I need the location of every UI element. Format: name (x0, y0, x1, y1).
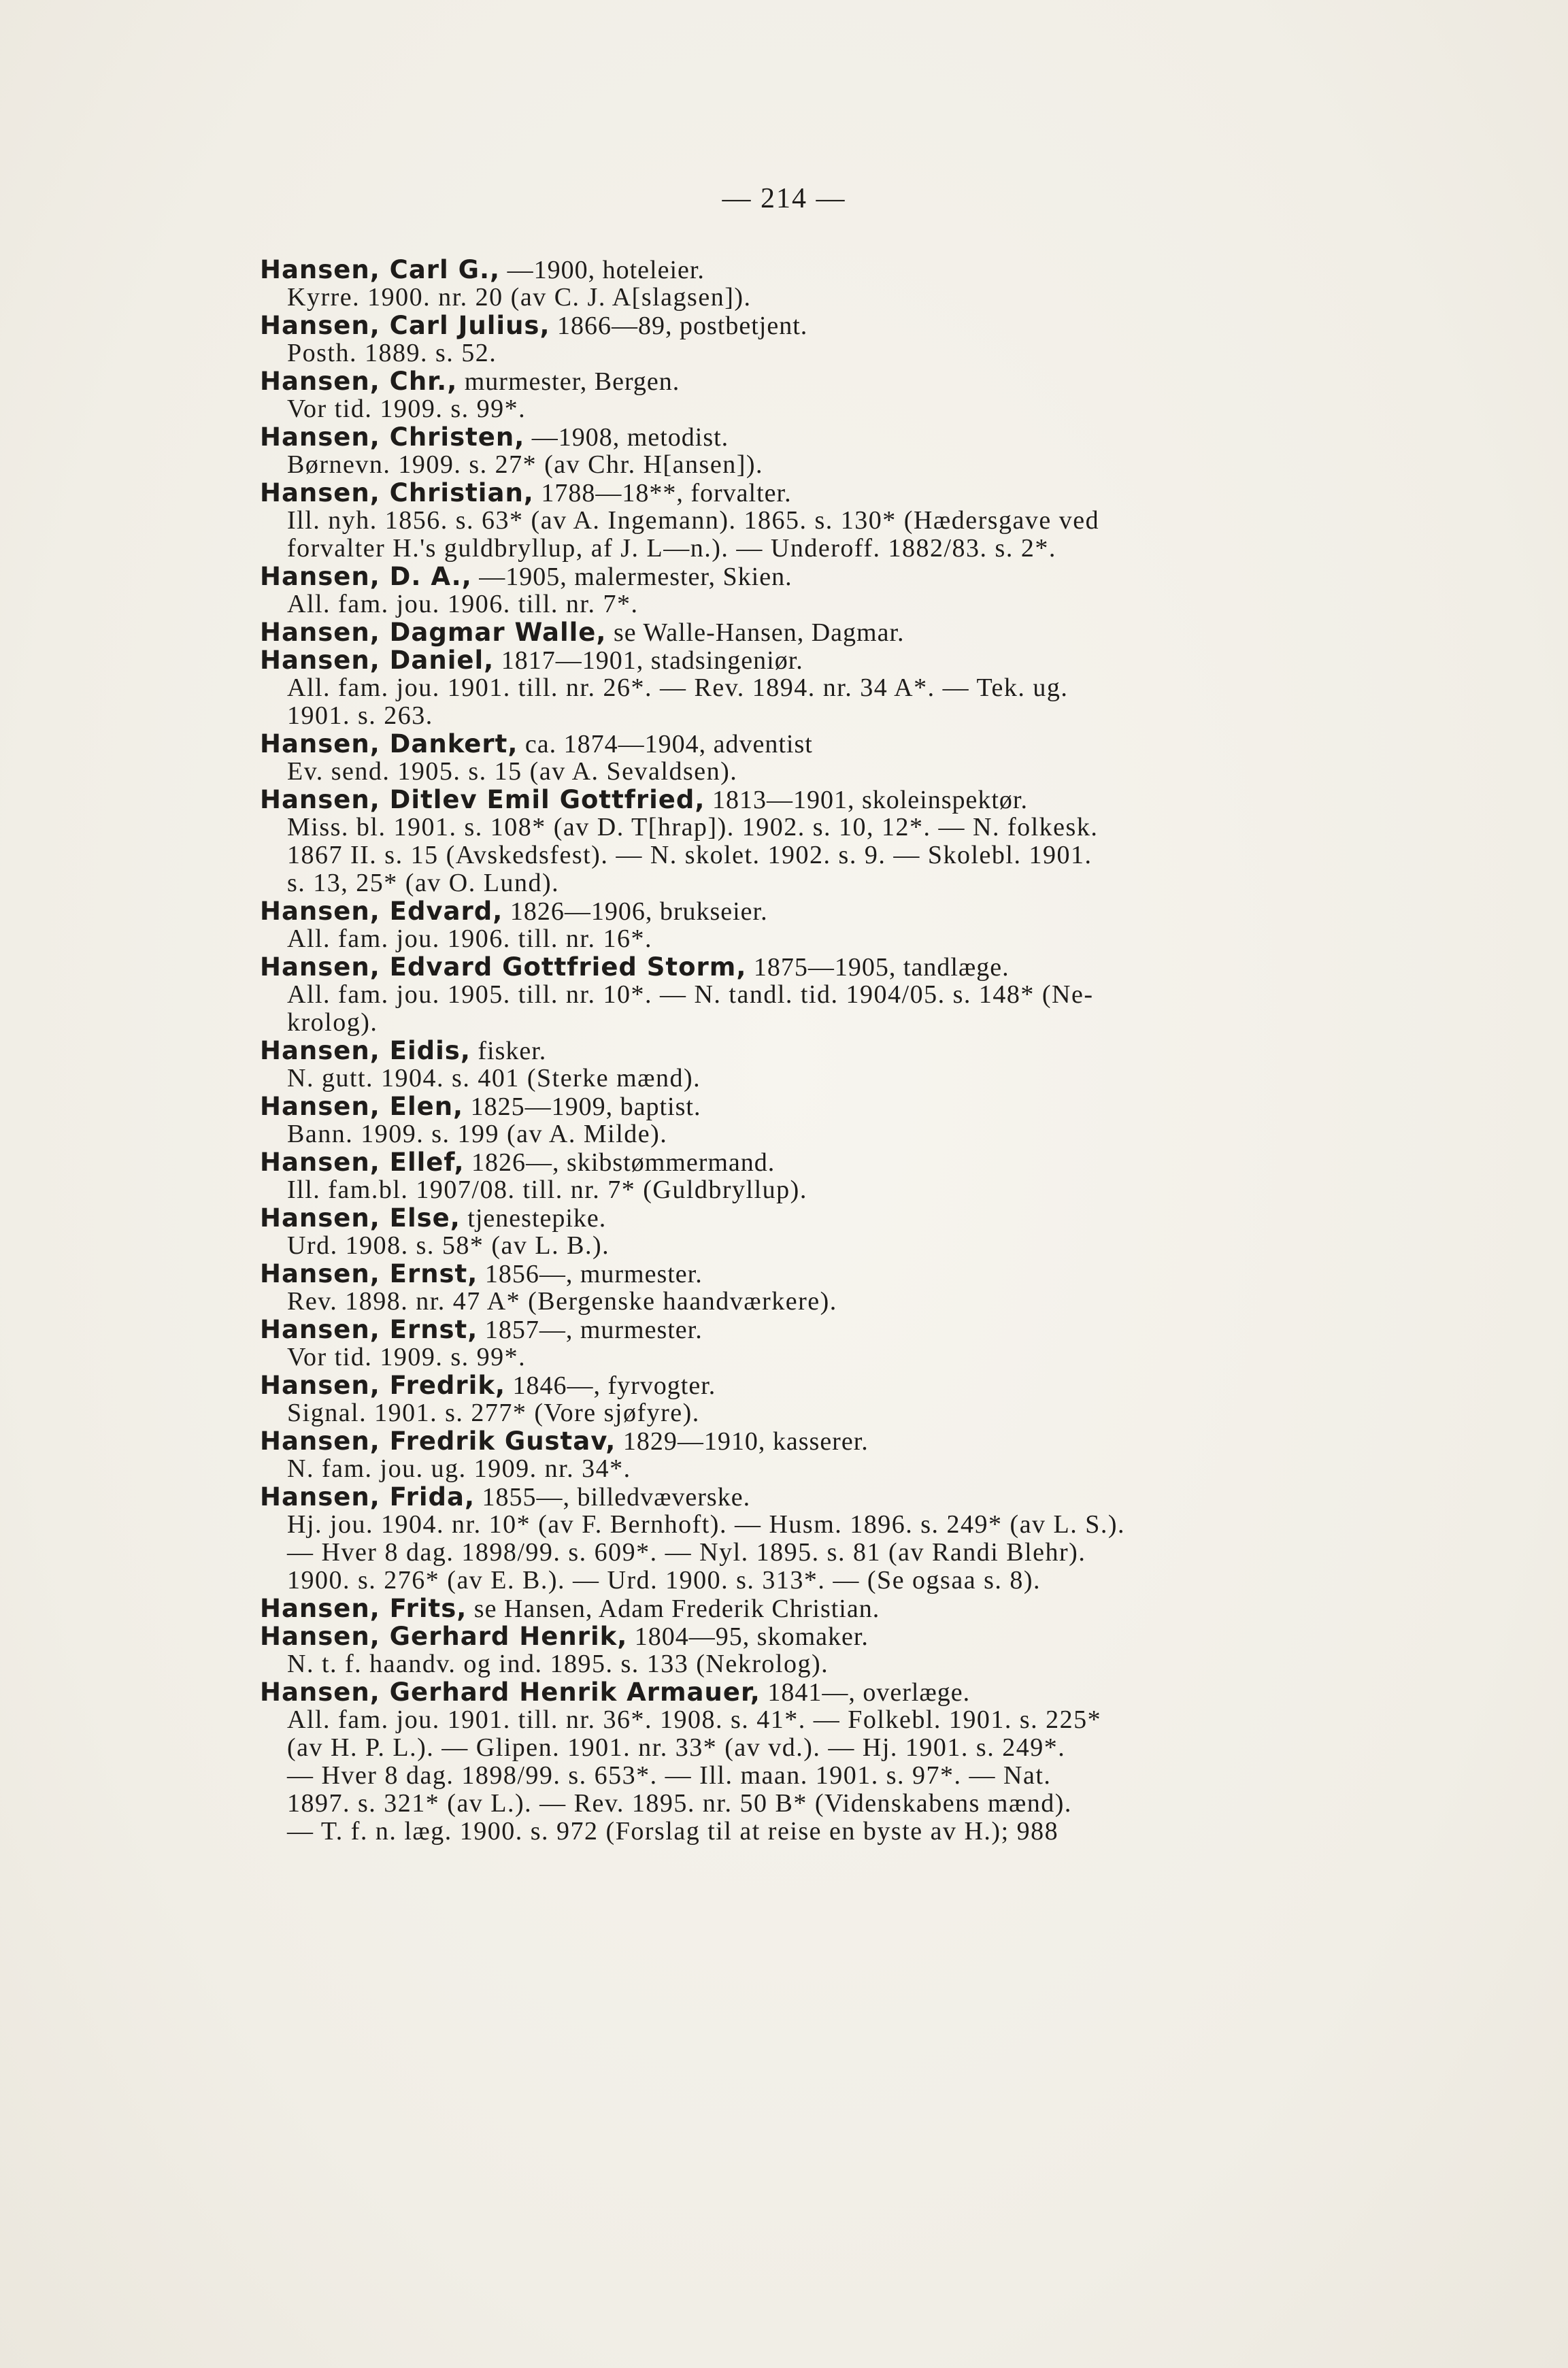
entry-reference: 1867 II. s. 15 (Avskedsfest). — N. skolet. 1902. s. 9. — Skolebl. 1901. (287, 841, 1092, 869)
entry-reference: Børnevn. 1909. s. 27* (av Chr. H[ansen]). (287, 450, 764, 479)
entry-description: 1846—, fyrvogter. (505, 1371, 716, 1400)
index-entry (260, 897, 1430, 953)
entry-description: 1788—18**, forvalter. (533, 479, 792, 507)
entry-reference: All. fam. jou. 1906. till. nr. 7*. (287, 590, 639, 618)
entry-description: 1826—1906, brukseier. (503, 897, 768, 926)
entry-description: tjenestepike. (460, 1204, 607, 1233)
entry-heading (260, 1595, 1430, 1622)
entry-reference: Vor tid. 1909. s. 99*. (287, 1343, 527, 1371)
entry-description: murmester, Bergen. (457, 367, 680, 396)
entry-name: Hansen, Chr., (260, 367, 458, 396)
entry-heading (260, 367, 1430, 395)
entry-reference: N. gutt. 1904. s. 401 (Sterke mænd). (287, 1064, 701, 1093)
entry-reference: All. fam. jou. 1906. till. nr. 16*. (287, 924, 652, 953)
entry-heading (260, 953, 1430, 981)
index-entries (260, 256, 1430, 1846)
entry-name: Hansen, Gerhard Henrik Armauer, (260, 1678, 761, 1707)
index-entry (260, 1260, 1430, 1316)
index-entry (260, 1316, 1430, 1371)
entry-name: Hansen, Christian, (260, 478, 534, 507)
entry-reference: Kyrre. 1900. nr. 20 (av C. J. A[slagsen]). (287, 283, 752, 312)
index-entry (260, 423, 1430, 479)
index-entry (260, 1427, 1430, 1483)
index-entry (260, 646, 1430, 730)
entry-reference: N. fam. jou. ug. 1909. nr. 34*. (287, 1454, 631, 1483)
entry-reference: (av H. P. L.). — Glipen. 1901. nr. 33* (av vd.). — Hj. 1901. s. 249*. (287, 1733, 1066, 1762)
index-entry (260, 1678, 1430, 1846)
entry-reference: Bann. 1909. s. 199 (av A. Milde). (287, 1120, 668, 1148)
entry-reference: — Hver 8 dag. 1898/99. s. 653*. — Ill. maan. 1901. s. 97*. — Nat. (287, 1761, 1052, 1790)
entry-heading (260, 1204, 1430, 1232)
index-entry (260, 1148, 1430, 1204)
entry-description: 1875—1905, tandlæge. (746, 953, 1010, 982)
entry-heading (260, 1371, 1430, 1399)
entry-name: Hansen, Else, (260, 1203, 461, 1233)
entry-name: Hansen, Frida, (260, 1482, 476, 1512)
entry-description: 1804—95, skomaker. (627, 1622, 869, 1651)
entry-heading (260, 479, 1430, 507)
entry-description: 1855—, billedvæverske. (475, 1483, 751, 1512)
entry-reference: Posth. 1889. s. 52. (287, 339, 497, 367)
entry-reference: All. fam. jou. 1905. till. nr. 10*. — N. tandl. tid. 1904/05. s. 148* (Ne- (287, 980, 1094, 1009)
entry-reference: Signal. 1901. s. 277* (Vore sjøfyre). (287, 1399, 700, 1427)
index-entry (260, 563, 1430, 618)
entry-reference: 1901. s. 263. (287, 701, 433, 730)
entry-description: —1900, hoteleier. (500, 256, 705, 284)
entry-name: Hansen, Eidis, (260, 1036, 471, 1065)
entry-name: Hansen, Carl G., (260, 255, 501, 284)
index-entry (260, 1371, 1430, 1427)
index-entry (260, 1204, 1430, 1260)
entry-reference: All. fam. jou. 1901. till. nr. 26*. — Rev. 1894. nr. 34 A*. — Tek. ug. (287, 673, 1069, 702)
index-entry (260, 786, 1430, 897)
entry-heading (260, 786, 1430, 814)
entry-reference: Ill. nyh. 1856. s. 63* (av A. Ingemann). 1865. s. 130* (Hædersgave ved (287, 506, 1100, 535)
entry-name: Hansen, Dagmar Walle, (260, 618, 607, 647)
index-entry (260, 730, 1430, 786)
entry-name: Hansen, Daniel, (260, 646, 495, 675)
entry-reference: krolog). (287, 1008, 378, 1037)
index-entry (260, 618, 1430, 646)
entry-description: 1825—1909, baptist. (463, 1093, 701, 1121)
entry-heading (260, 618, 1430, 646)
entry-heading (260, 1260, 1430, 1288)
index-entry (260, 1483, 1430, 1595)
index-entry (260, 312, 1430, 367)
entry-name: Hansen, Ellef, (260, 1148, 465, 1177)
entry-heading (260, 1316, 1430, 1344)
entry-heading (260, 563, 1430, 590)
entry-name: Hansen, Gerhard Henrik, (260, 1622, 628, 1651)
entry-heading (260, 1037, 1430, 1065)
entry-name: Hansen, Fredrik, (260, 1371, 505, 1400)
entry-name: Hansen, Frits, (260, 1594, 467, 1623)
entry-description: 1841—, overlæge. (760, 1678, 971, 1707)
entry-name: Hansen, Carl Julius, (260, 311, 550, 340)
entry-reference: s. 13, 25* (av O. Lund). (287, 869, 560, 897)
entry-description: se Hansen, Adam Frederik Christian. (467, 1595, 880, 1623)
entry-reference: Miss. bl. 1901. s. 108* (av D. T[hrap]). 1902. s. 10, 12*. — N. folkesk. (287, 813, 1099, 841)
entry-reference: 1897. s. 321* (av L.). — Rev. 1895. nr. 50 B* (Videnskabens mænd). (287, 1789, 1072, 1818)
entry-reference: Rev. 1898. nr. 47 A* (Bergenske haandværkere). (287, 1287, 837, 1316)
entry-name: Hansen, Elen, (260, 1092, 464, 1121)
entry-reference: All. fam. jou. 1901. till. nr. 36*. 1908. s. 41*. — Folkebl. 1901. s. 225* (287, 1705, 1102, 1734)
entry-name: Hansen, D. A., (260, 562, 472, 591)
entry-heading (260, 1483, 1430, 1511)
index-entry (260, 1037, 1430, 1093)
entry-heading (260, 897, 1430, 925)
entry-heading (260, 1678, 1430, 1706)
entry-name: Hansen, Ernst, (260, 1315, 478, 1344)
entry-reference: Ev. send. 1905. s. 15 (av A. Sevaldsen). (287, 757, 738, 786)
entry-heading (260, 730, 1430, 758)
entry-reference: — T. f. n. læg. 1900. s. 972 (Forslag til at reise en byste av H.); 988 (287, 1817, 1059, 1846)
index-entry (260, 1595, 1430, 1622)
entry-description: 1866—89, postbetjent. (550, 312, 808, 340)
entry-description: 1813—1901, skoleinspektør. (705, 786, 1028, 814)
entry-description: se Walle-Hansen, Dagmar. (606, 618, 905, 647)
entry-description: 1817—1901, stadsingeniør. (494, 646, 803, 675)
entry-description: 1829—1910, kasserer. (616, 1427, 869, 1456)
entry-heading (260, 646, 1430, 674)
index-entry (260, 367, 1430, 423)
page-number: — 214 — (722, 183, 846, 214)
entry-reference: forvalter H.'s guldbryllup, af J. L—n.). — Underoff. 1882/83. s. 2*. (287, 534, 1056, 563)
entry-description: —1905, malermester, Skien. (471, 563, 793, 591)
entry-name: Hansen, Dankert, (260, 729, 518, 758)
index-entry (260, 479, 1430, 563)
entry-reference: Ill. fam.bl. 1907/08. till. nr. 7* (Guldbryllup). (287, 1175, 807, 1204)
entry-name: Hansen, Christen, (260, 422, 525, 452)
entry-name: Hansen, Edvard Gottfried Storm, (260, 952, 747, 982)
index-entry (260, 953, 1430, 1037)
entry-description: fisker. (470, 1037, 547, 1065)
entry-description: 1826—, skibstømmermand. (464, 1148, 775, 1177)
entry-description: ca. 1874—1904, adventist (518, 730, 813, 758)
entry-heading (260, 256, 1430, 284)
index-entry (260, 1093, 1430, 1148)
entry-heading (260, 1148, 1430, 1176)
entry-description: —1908, metodist. (524, 423, 729, 452)
entry-reference: Hj. jou. 1904. nr. 10* (av F. Bernhoft). — Husm. 1896. s. 249* (av L. S.). (287, 1510, 1126, 1539)
entry-reference: N. t. f. haandv. og ind. 1895. s. 133 (Nekrolog). (287, 1650, 829, 1678)
index-entry (260, 1622, 1430, 1678)
entry-description: 1857—, murmester. (478, 1316, 703, 1344)
entry-description: 1856—, murmester. (478, 1260, 703, 1288)
entry-name: Hansen, Ernst, (260, 1259, 478, 1288)
entry-heading (260, 312, 1430, 339)
entry-reference: 1900. s. 276* (av E. B.). — Urd. 1900. s. 313*. — (Se ogsaa s. 8). (287, 1566, 1041, 1595)
entry-heading (260, 423, 1430, 451)
entry-heading (260, 1427, 1430, 1455)
index-entry (260, 256, 1430, 312)
entry-heading (260, 1093, 1430, 1120)
entry-reference: — Hver 8 dag. 1898/99. s. 609*. — Nyl. 1895. s. 81 (av Randi Blehr). (287, 1538, 1086, 1567)
entry-name: Hansen, Edvard, (260, 897, 503, 926)
entry-heading (260, 1622, 1430, 1650)
entry-reference: Urd. 1908. s. 58* (av L. B.). (287, 1231, 610, 1260)
entry-name: Hansen, Fredrik Gustav, (260, 1427, 616, 1456)
entry-name: Hansen, Ditlev Emil Gottfried, (260, 785, 705, 814)
entry-reference: Vor tid. 1909. s. 99*. (287, 395, 527, 423)
